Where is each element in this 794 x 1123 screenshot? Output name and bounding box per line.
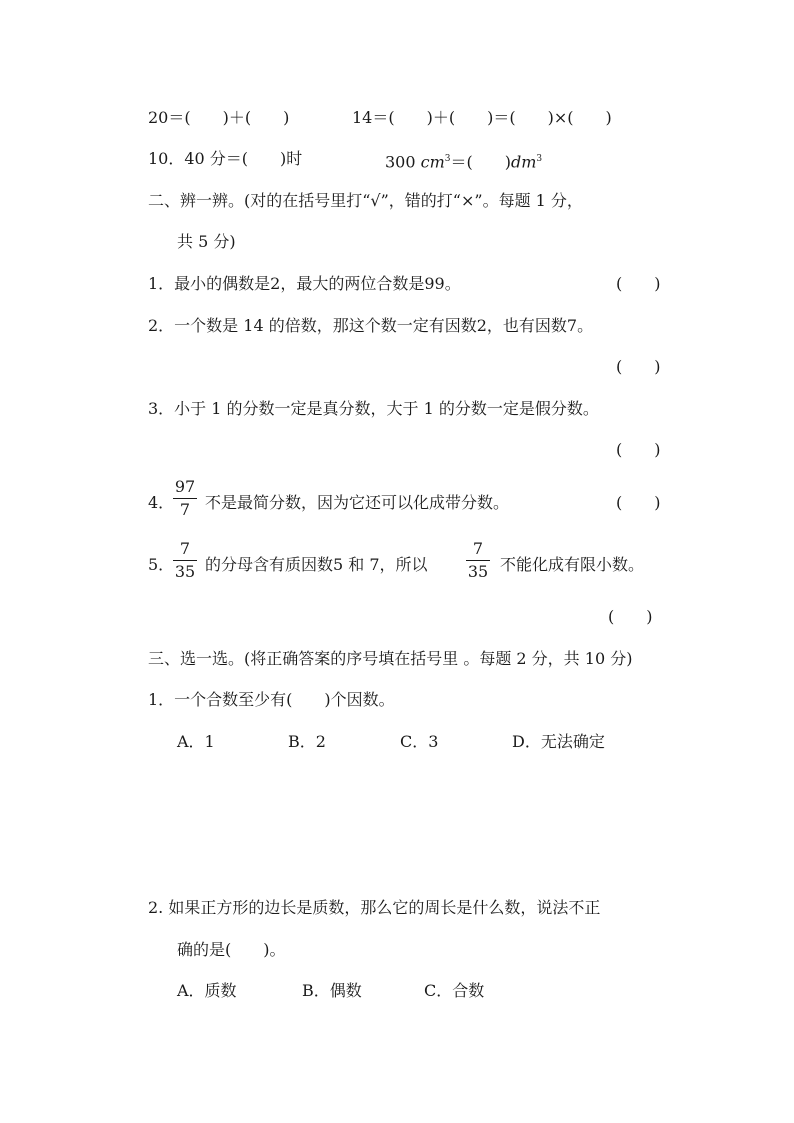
s2-question-4-number: 4．: [148, 493, 175, 512]
fraction-numerator: 7: [472, 539, 484, 558]
fraction-numerator: 97: [174, 477, 196, 496]
fill-line-volume: [385, 149, 542, 172]
s2-answer-2[interactable]: ( ): [616, 357, 661, 376]
s3-q2-option-b[interactable]: B．偶数: [302, 981, 362, 1000]
s3-q1-option-c[interactable]: C．3: [400, 732, 439, 751]
fraction-7-35: [173, 540, 197, 581]
fraction-bar: [466, 560, 490, 561]
s3-q1-option-b[interactable]: B．2: [288, 732, 326, 751]
volume-blank: ＝( ): [450, 152, 511, 172]
fraction-7-35-second: [466, 540, 490, 581]
fraction-97-7: [173, 478, 197, 519]
s2-question-5-text-a: 的分母含有质因数5 和 7，所以: [205, 555, 428, 574]
s2-answer-1[interactable]: ( ): [616, 274, 661, 293]
s2-answer-3[interactable]: ( ): [616, 440, 661, 459]
s2-answer-4[interactable]: ( ): [616, 493, 661, 512]
s2-question-5-number: 5．: [148, 555, 175, 574]
unit-cm-exponent: 3: [444, 154, 451, 164]
fill-line-20: 20＝( )＋( ): [148, 108, 290, 127]
fill-line-minutes: 10．40 分＝( )时: [148, 149, 303, 168]
s2-question-1: 1．最小的偶数是2，最大的两位合数是99。: [148, 274, 461, 293]
unit-dm-exponent: 3: [536, 154, 543, 164]
s3-q1-option-d[interactable]: D．无法确定: [512, 732, 605, 751]
s3-q2-option-a[interactable]: A．质数: [177, 981, 237, 1000]
s2-question-2: 2．一个数是 14 的倍数，那这个数一定有因数2，也有因数7。: [148, 316, 594, 335]
s3-q1-option-a[interactable]: A．1: [177, 732, 215, 751]
section2-title: 二、辨一辨。(对的在括号里打“√”，错的打“×”。每题 1 分，: [148, 191, 583, 210]
fraction-denominator: 35: [467, 562, 489, 581]
fraction-numerator: 7: [179, 539, 191, 558]
volume-value: 300: [385, 152, 421, 172]
section2-title-cont: 共 5 分): [177, 232, 236, 251]
s2-answer-5[interactable]: ( ): [608, 607, 653, 626]
fraction-bar: [173, 560, 197, 561]
s3-question-2: 2. 如果正方形的边长是质数，那么它的周长是什么数，说法不正: [148, 898, 601, 917]
s3-q2-option-c[interactable]: C．合数: [424, 981, 485, 1000]
fill-line-14: 14＝( )＋( )＝( )×( ): [352, 108, 612, 127]
s2-question-5-text-b: 不能化成有限小数。: [500, 555, 645, 574]
s2-question-3: 3．小于 1 的分数一定是真分数，大于 1 的分数一定是假分数。: [148, 399, 599, 418]
fraction-denominator: 7: [179, 500, 191, 519]
fraction-denominator: 35: [174, 562, 196, 581]
section3-title: 三、选一选。(将正确答案的序号填在括号里 。每题 2 分，共 10 分): [148, 649, 633, 668]
s3-question-1: 1．一个合数至少有( )个因数。: [148, 690, 395, 709]
unit-cm: cm: [420, 152, 445, 172]
s3-question-2-cont: 确的是( )。: [177, 940, 286, 959]
fraction-bar: [173, 498, 197, 499]
s2-question-4-text: 不是最简分数，因为它还可以化成带分数。: [205, 493, 510, 512]
unit-dm: dm: [511, 152, 537, 172]
